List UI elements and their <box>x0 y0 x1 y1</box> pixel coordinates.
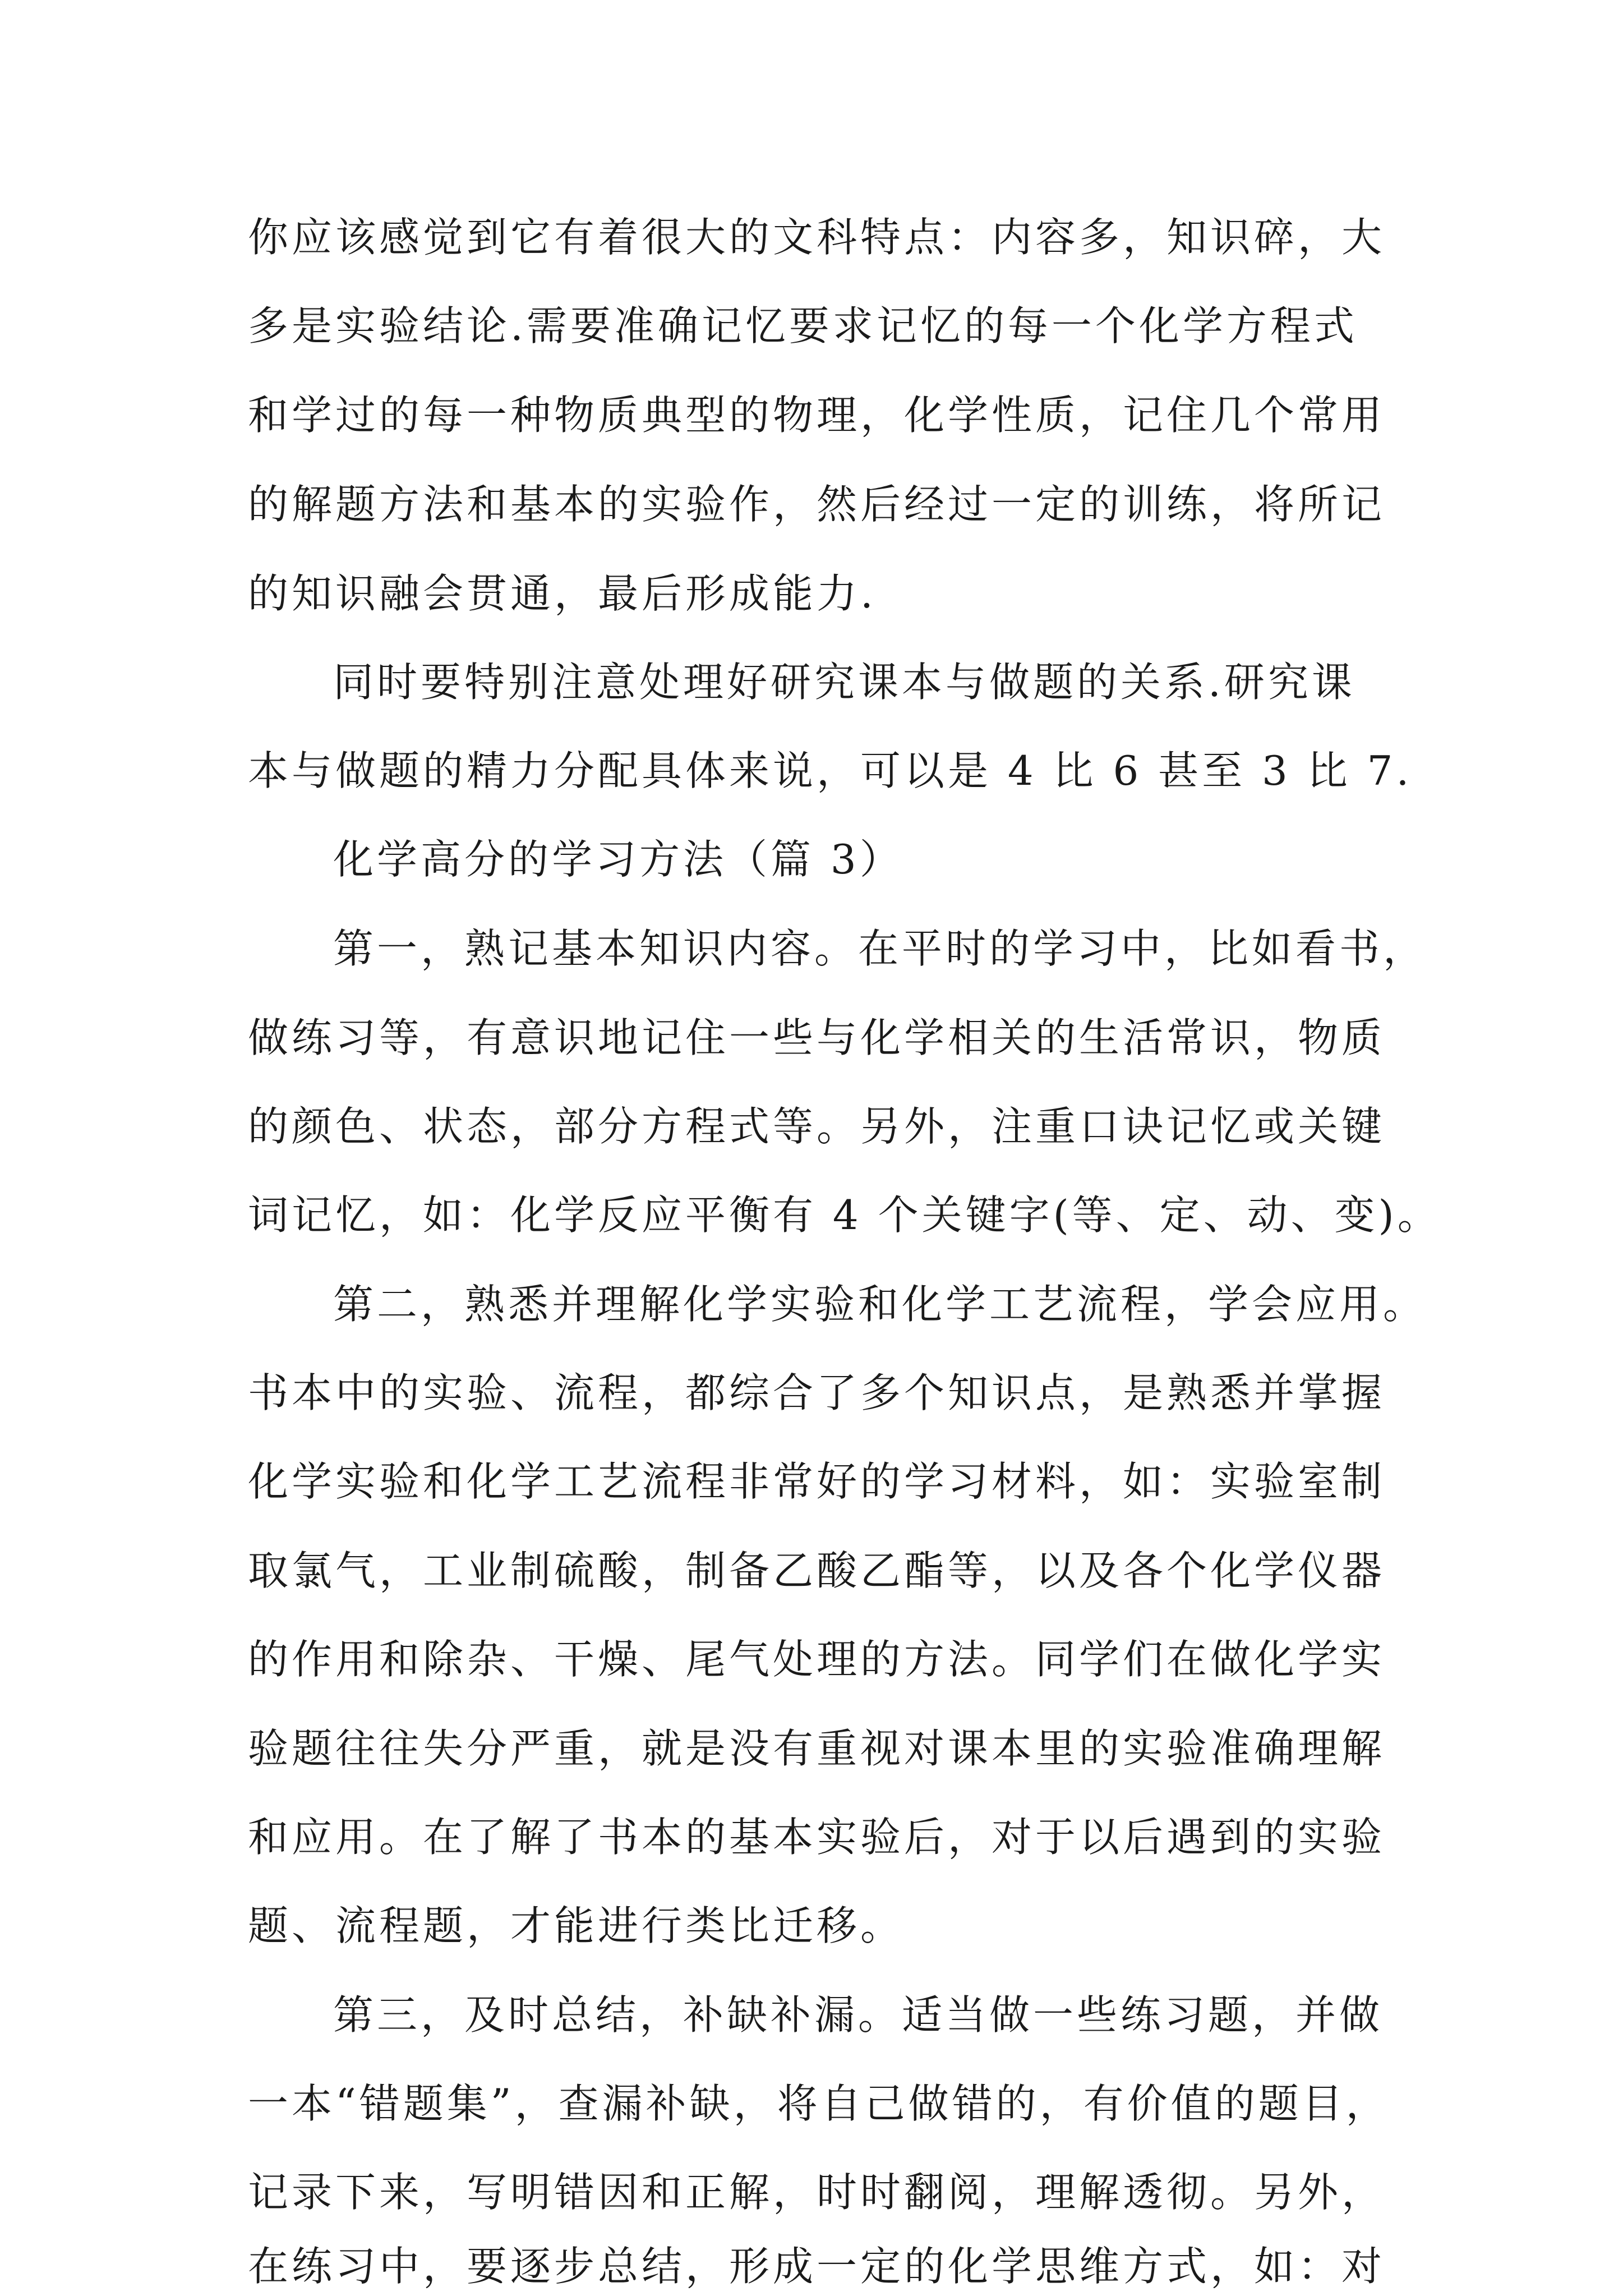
text-line: 词记忆，如：化学反应平衡有 4 个关键字(等、定、动、变)。 <box>248 1191 1441 1239</box>
text-line: 取氯气，工业制硫酸，制备乙酸乙酯等，以及各个化学仪器 <box>248 1547 1386 1594</box>
text-line: 的解题方法和基本的实验作，然后经过一定的训练，将所记 <box>248 481 1386 528</box>
text-line: 做练习等，有意识地记住一些与化学相关的生活常识，物质 <box>248 1014 1386 1061</box>
text-line: 和学过的每一种物质典型的物理，化学性质，记住几个常用 <box>248 392 1386 439</box>
text-line: 记录下来，写明错因和正解，时时翻阅，理解透彻。另外， <box>248 2169 1386 2216</box>
section-heading: 化学高分的学习方法（篇 3） <box>333 836 903 883</box>
text-line: 多是实验结论.需要准确记忆要求记忆的每一个化学方程式 <box>248 302 1358 349</box>
text-line: 本与做题的精力分配具体来说，可以是 4 比 6 甚至 3 比 7. <box>248 747 1413 794</box>
text-line: 你应该感觉到它有着很大的文科特点：内容多，知识碎，大 <box>248 214 1386 261</box>
paragraph-first-line: 第三，及时总结，补缺补漏。适当做一些练习题，并做 <box>333 1991 1384 2039</box>
text-line: 验题往往失分严重，就是没有重视对课本里的实验准确理解 <box>248 1725 1386 1772</box>
text-line: 题、流程题，才能进行类比迁移。 <box>248 1902 905 1949</box>
text-line: 的作用和除杂、干燥、尾气处理的方法。同学们在做化学实 <box>248 1636 1386 1683</box>
text-line: 化学实验和化学工艺流程非常好的学习材料，如：实验室制 <box>248 1458 1386 1505</box>
text-line: 书本中的实验、流程，都综合了多个知识点，是熟悉并掌握 <box>248 1369 1386 1416</box>
paragraph-first-line: 第二，熟悉并理解化学实验和化学工艺流程，学会应用。 <box>333 1281 1427 1328</box>
text-line: 在练习中，要逐步总结，形成一定的化学思维方式，如：对 <box>248 2243 1386 2290</box>
text-line: 和应用。在了解了书本的基本实验后，对于以后遇到的实验 <box>248 1814 1386 1861</box>
text-line: 的颜色、状态，部分方程式等。另外，注重口诀记忆或关键 <box>248 1103 1386 1150</box>
text-line: 的知识融会贯通，最后形成能力. <box>248 570 877 617</box>
paragraph-first-line: 同时要特别注意处理好研究课本与做题的关系.研究课 <box>333 659 1355 706</box>
text-line: 一本“错题集”，查漏补缺，将自己做错的，有价值的题目， <box>248 2080 1390 2127</box>
paragraph-first-line: 第一，熟记基本知识内容。在平时的学习中，比如看书， <box>333 925 1427 972</box>
